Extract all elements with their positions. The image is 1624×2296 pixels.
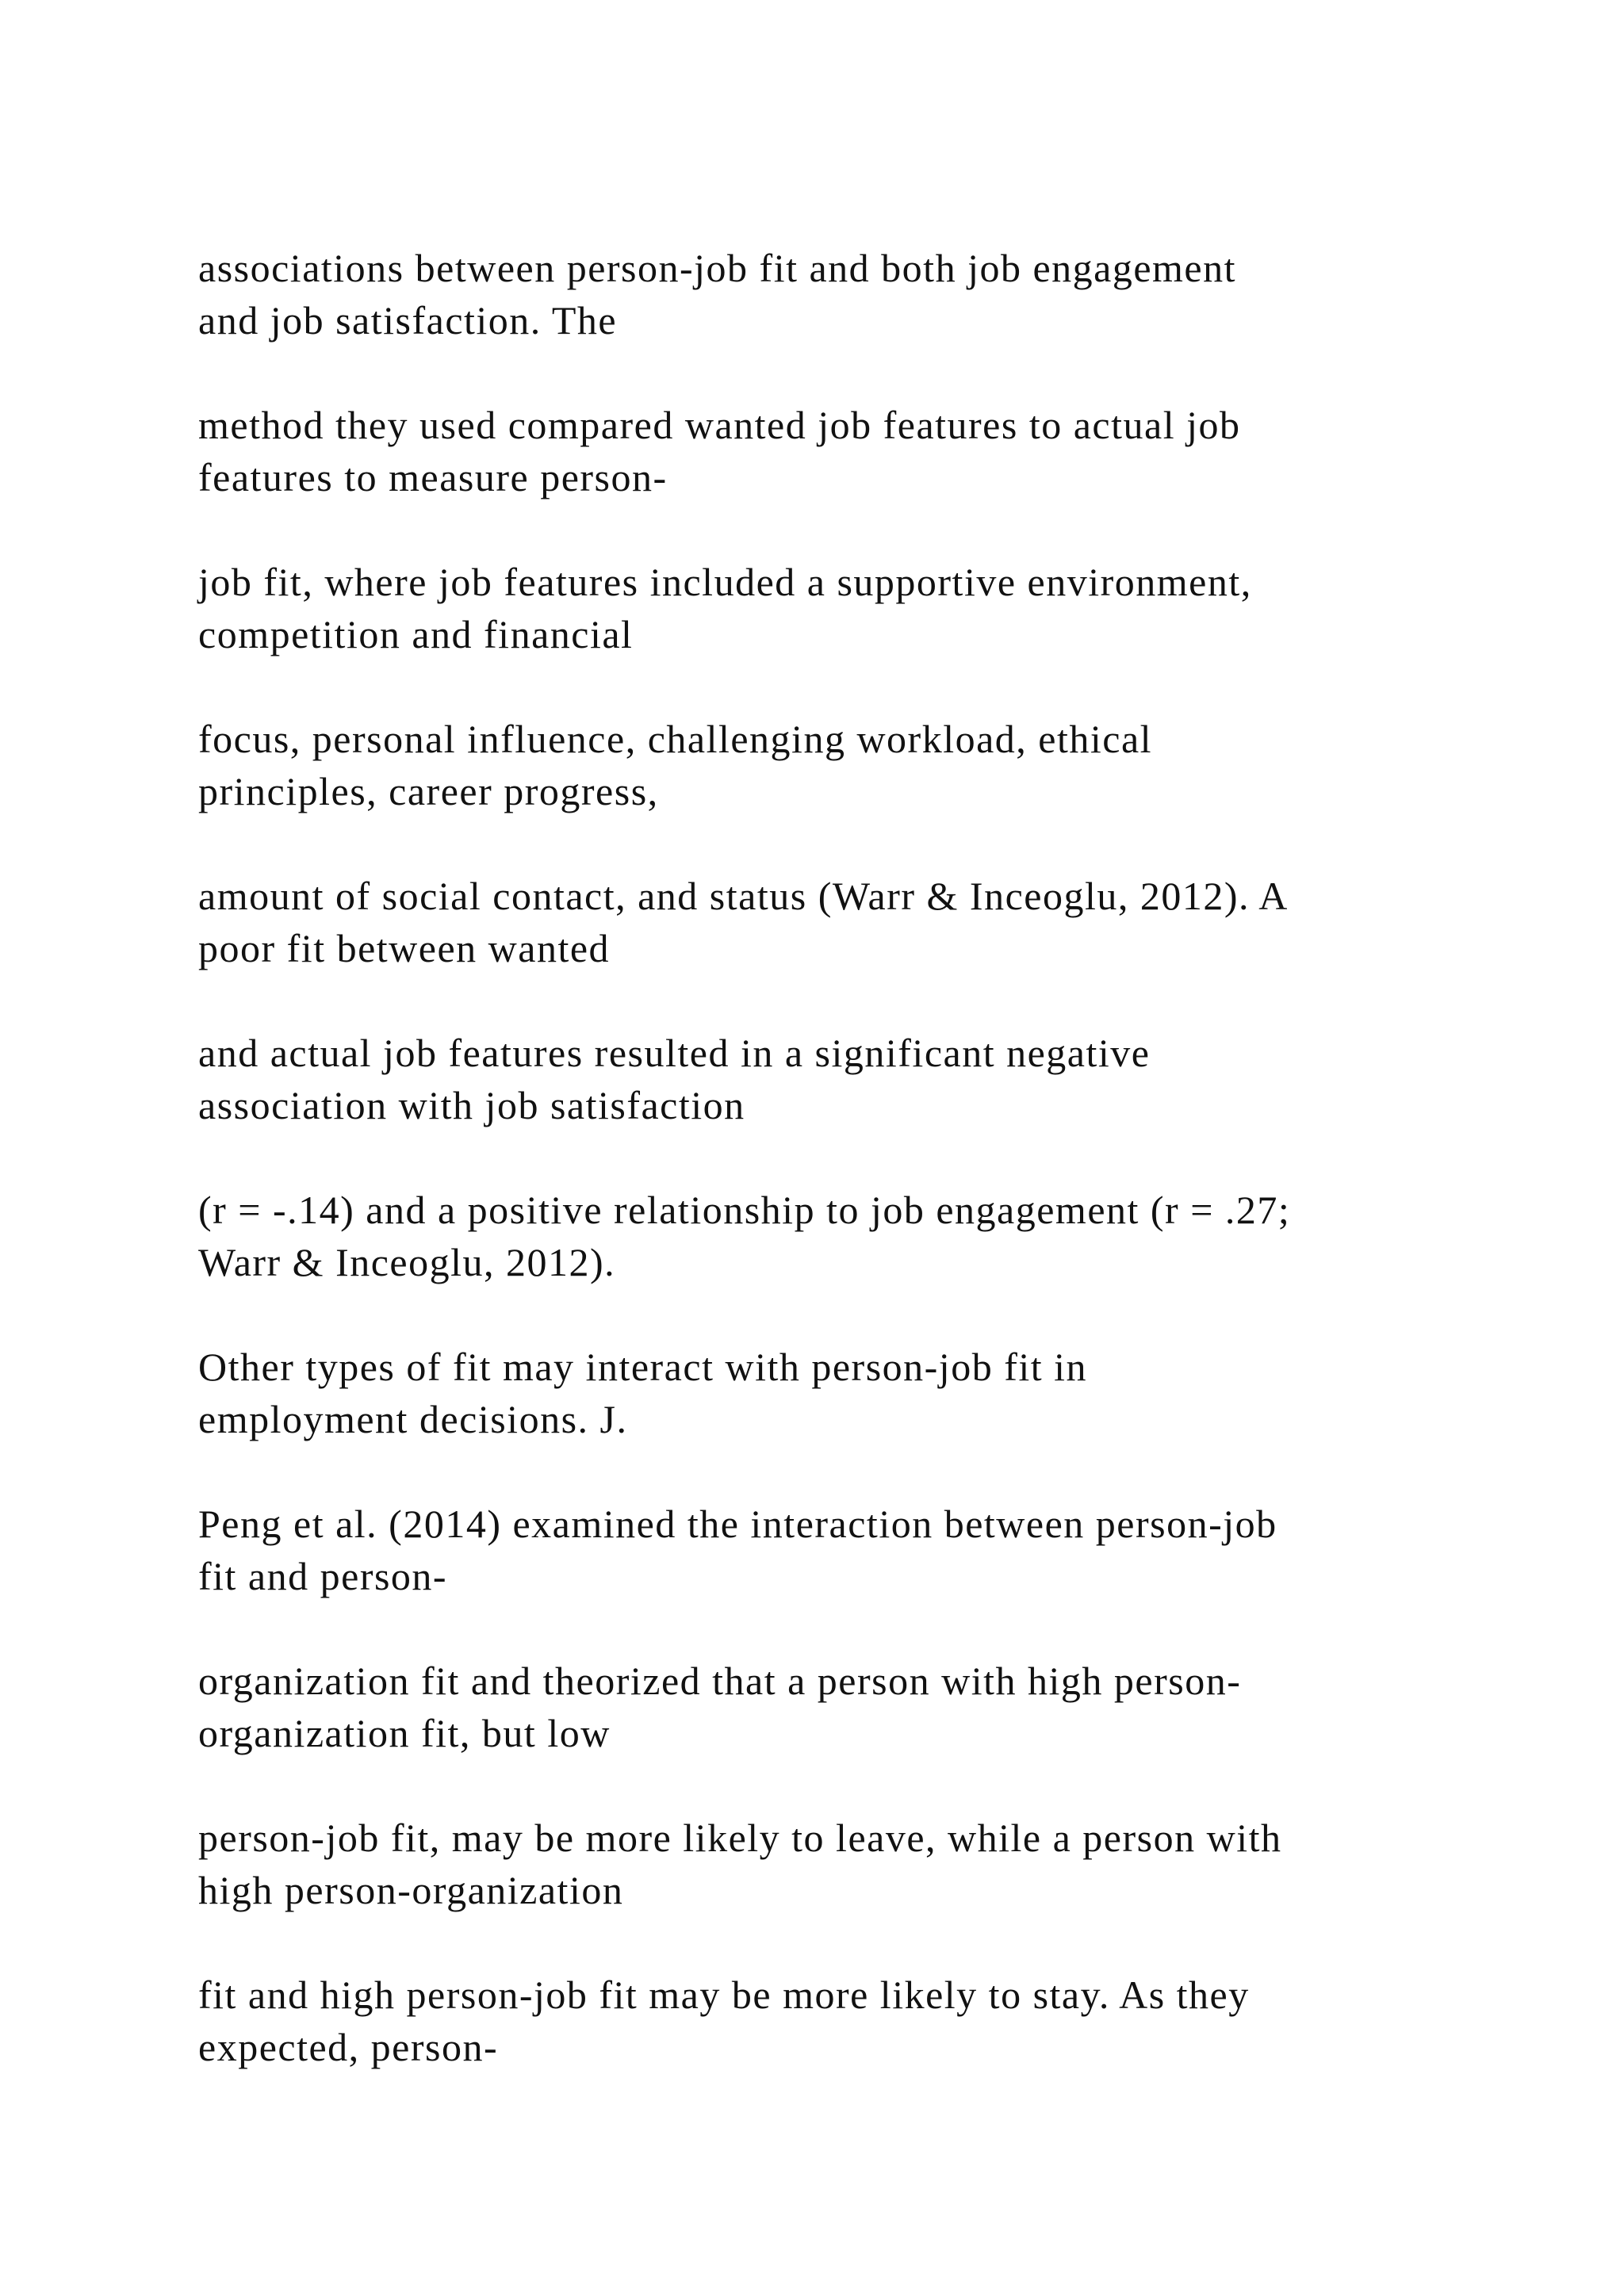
text-line: organization fit, but low (198, 1711, 611, 1755)
text-line: amount of social contact, and status (Warr & Inceoglu, 2012). A (198, 874, 1289, 918)
body-text (198, 242, 1507, 2126)
text-line: employment decisions. J. (198, 1397, 628, 1441)
text-line: focus, personal influence, challenging workload, ethical (198, 717, 1153, 761)
text-line: associations between person-job fit and both job engagement (198, 246, 1237, 290)
paragraph-2 (198, 399, 1507, 503)
text-line: and actual job features resulted in a significant negative (198, 1031, 1151, 1075)
text-line: poor fit between wanted (198, 926, 611, 970)
text-line: Warr & Inceoglu, 2012). (198, 1240, 616, 1284)
text-line: principles, career progress, (198, 769, 659, 813)
text-line: fit and person- (198, 1554, 448, 1598)
text-line: Peng et al. (2014) examined the interaction between person-job (198, 1502, 1277, 1546)
paragraph-12 (198, 1969, 1507, 2073)
paragraph-8 (198, 1341, 1507, 1445)
paragraph-6 (198, 1027, 1507, 1131)
text-line: and job satisfaction. The (198, 298, 618, 342)
text-line: job fit, where job features included a supportive environment, (198, 560, 1252, 604)
paragraph-1 (198, 242, 1507, 346)
text-line: high person-organization (198, 1868, 624, 1912)
text-line: expected, person- (198, 2025, 499, 2069)
paragraph-11 (198, 1812, 1507, 1916)
paragraph-4 (198, 713, 1507, 817)
text-line: method they used compared wanted job features to actual job (198, 403, 1241, 447)
paragraph-9 (198, 1498, 1507, 1602)
text-line: competition and financial (198, 612, 634, 656)
paragraph-5 (198, 870, 1507, 974)
text-line: fit and high person-job fit may be more likely to stay. As they (198, 1973, 1250, 2017)
text-line: association with job satisfaction (198, 1083, 745, 1127)
paragraph-10 (198, 1655, 1507, 1759)
text-line: Other types of fit may interact with person-job fit in (198, 1345, 1088, 1389)
text-line: features to measure person- (198, 455, 668, 499)
paragraph-7 (198, 1184, 1507, 1288)
text-line: organization fit and theorized that a person with high person- (198, 1659, 1242, 1703)
paragraph-3 (198, 556, 1507, 660)
text-line: (r = -.14) and a positive relationship to job engagement (r = .27; (198, 1188, 1291, 1232)
text-line: person-job fit, may be more likely to leave, while a person with (198, 1816, 1282, 1860)
